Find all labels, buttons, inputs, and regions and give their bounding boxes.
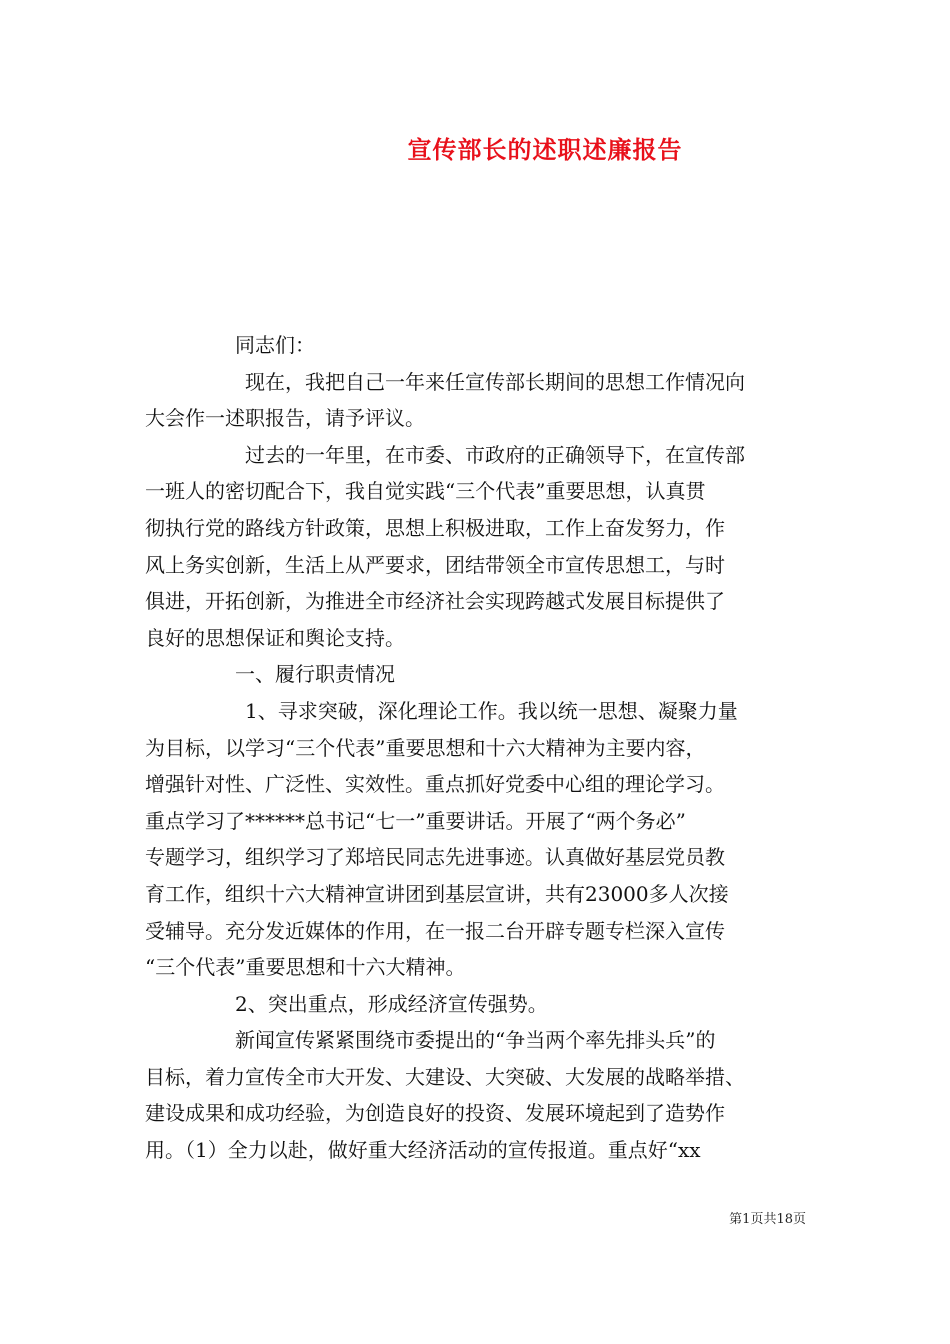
body-line: 增强针对性、广泛性、实效性。重点抓好党委中心组的理论学习。 (145, 772, 725, 797)
body-line: “三个代表”重要思想和十六大精神。 (145, 955, 466, 980)
page-title: 宣传部长的述职述廉报告 (407, 135, 683, 164)
subsection-heading: 2、突出重点，形成经济宣传强势。 (235, 991, 548, 1016)
body-line: 彻执行党的路线方针政策，思想上积极进取，工作上奋发努力，作 (145, 515, 725, 540)
body-line: 一班人的密切配合下，我自觉实践“三个代表”重要思想，认真贯 (145, 479, 706, 504)
body-line: 风上务实创新，生活上从严要求，团结带领全市宣传思想工，与时 (145, 552, 725, 577)
body-line: 育工作，组织十六大精神宣讲团到基层宣讲，共有23000多人次接 (145, 881, 729, 906)
section-heading: 一、履行职责情况 (235, 662, 395, 687)
page-number-footer: 第1页共18页 (729, 1212, 806, 1227)
body-line: 为目标，以学习“三个代表”重要思想和十六大精神为主要内容， (145, 735, 706, 760)
body-line: 重点学习了******总书记“七一”重要讲话。开展了“两个务必” (145, 808, 686, 833)
document-body (145, 327, 825, 1169)
body-line: 受辅导。充分发近媒体的作用，在一报二台开辟专题专栏深入宣传 (145, 918, 725, 943)
body-line: 1、寻求突破，深化理论工作。我以统一思想、凝聚力量 (245, 698, 738, 723)
body-line: 建设成果和成功经验，为创造良好的投资、发展环境起到了造势作 (145, 1101, 725, 1126)
body-line: 现在，我把自己一年来任宣传部长期间的思想工作情况向 (245, 369, 745, 394)
body-line: 良好的思想保证和舆论支持。 (145, 625, 405, 650)
body-line: 大会作一述职报告，请予评议。 (145, 406, 425, 431)
body-line: 过去的一年里，在市委、市政府的正确领导下，在宣传部 (245, 442, 745, 467)
body-line: 专题学习，组织学习了郑培民同志先进事迹。认真做好基层党员教 (145, 845, 725, 870)
body-line: 新闻宣传紧紧围绕市委提出的“争当两个率先排头兵”的 (235, 1028, 716, 1053)
body-line: 用。（1）全力以赴，做好重大经济活动的宣传报道。重点好“xx (145, 1138, 701, 1163)
body-line: 俱进，开拓创新，为推进全市经济社会实现跨越式发展目标提供了 (145, 589, 725, 614)
body-line: 目标，着力宣传全市大开发、大建设、大突破、大发展的战略举措、 (145, 1064, 745, 1089)
body-line: 同志们： (235, 333, 315, 357)
